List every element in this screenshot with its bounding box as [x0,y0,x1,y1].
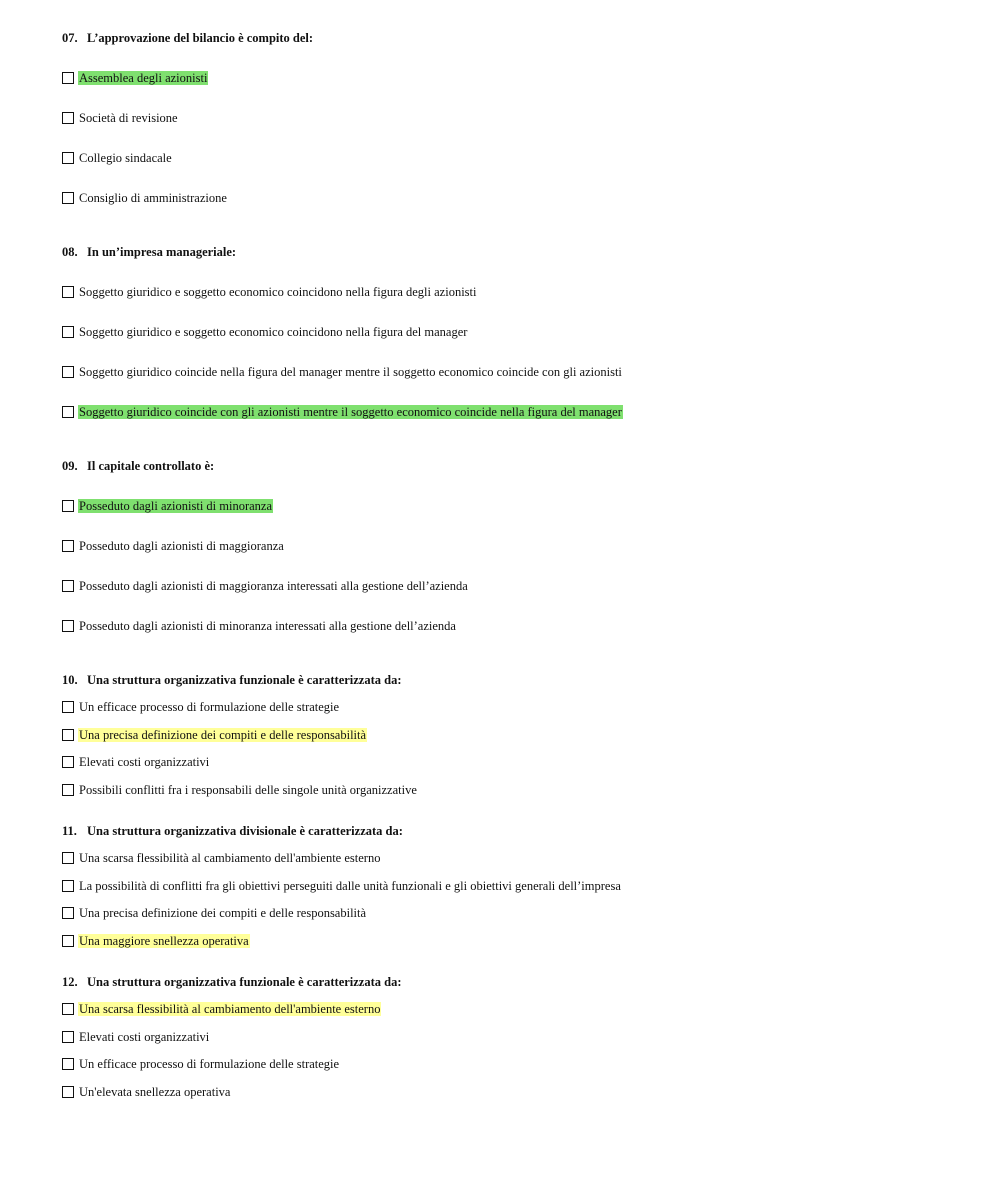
checkbox[interactable] [62,935,74,947]
question-number: 08. [62,245,78,259]
question-11-option-2 [62,878,622,894]
checkbox[interactable] [62,1003,74,1015]
question-number: 12. [62,975,78,989]
question-10-option-2 [62,727,367,743]
question-08-option-3 [62,364,623,380]
question-text: Il capitale controllato è: [87,459,215,473]
question-text: Una struttura organizzativa funzionale è caratterizzata da: [87,975,402,989]
option-text: Soggetto giuridico coincide nella figura del manager mentre il soggetto economico coincide con gli azionisti [79,365,622,379]
question-12-option-2 [62,1029,210,1045]
question-number: 09. [62,459,78,473]
checkbox[interactable] [62,784,74,796]
option-text: Una precisa definizione dei compiti e delle responsabilità [79,906,367,920]
checkbox[interactable] [62,152,74,164]
option-text: Una scarsa flessibilità al cambiamento dell'ambiente esterno [79,1002,381,1016]
question-12-option-3 [62,1056,340,1072]
question-text: Una struttura organizzativa funzionale è caratterizzata da: [87,673,402,687]
option-text: Una precisa definizione dei compiti e delle responsabilità [79,728,367,742]
question-08-option-4 [62,404,623,420]
checkbox[interactable] [62,907,74,919]
checkbox[interactable] [62,500,74,512]
checkbox[interactable] [62,1086,74,1098]
option-text: Collegio sindacale [79,151,172,165]
checkbox[interactable] [62,326,74,338]
checkbox[interactable] [62,192,74,204]
question-08-option-1 [62,284,477,300]
question-11-option-4 [62,933,250,949]
checkbox[interactable] [62,880,74,892]
option-text: Società di revisione [79,111,178,125]
question-number: 07. [62,31,78,45]
option-text: Posseduto dagli azionisti di minoranza [79,499,273,513]
option-text: Una scarsa flessibilità al cambiamento dell'ambiente esterno [79,851,381,865]
checkbox[interactable] [62,72,74,84]
question-07-option-4 [62,190,228,206]
checkbox[interactable] [62,366,74,378]
question-10-option-3 [62,754,210,770]
option-text: Una maggiore snellezza operativa [79,934,249,948]
checkbox[interactable] [62,729,74,741]
option-text: La possibilità di conflitti fra gli obiettivi perseguiti dalle unità funzionali e gli obiettivi generali dell’impresa [79,879,621,893]
checkbox[interactable] [62,756,74,768]
checkbox[interactable] [62,701,74,713]
question-12-option-1 [62,1001,381,1017]
checkbox[interactable] [62,1031,74,1043]
option-text: Un'elevata snellezza operativa [79,1085,231,1099]
question-10-option-4 [62,782,418,798]
checkbox[interactable] [62,112,74,124]
question-text: Una struttura organizzativa divisionale è caratterizzata da: [87,824,403,838]
question-09-option-1 [62,498,273,514]
question-07-option-3 [62,150,173,166]
question-number: 11. [62,824,77,838]
option-text: Soggetto giuridico coincide con gli azionisti mentre il soggetto economico coincide nella figura del manager [79,405,622,419]
option-text: Un efficace processo di formulazione delle strategie [79,700,340,714]
question-07-title [62,31,313,46]
question-12-title [62,975,402,990]
question-07-option-1 [62,70,208,86]
question-08-option-2 [62,324,468,340]
option-text: Elevati costi organizzativi [79,755,210,769]
question-11-title [62,824,403,839]
option-text: Posseduto dagli azionisti di minoranza interessati alla gestione dell’azienda [79,619,456,633]
checkbox[interactable] [62,852,74,864]
checkbox[interactable] [62,620,74,632]
question-10-title [62,673,402,688]
option-text: Soggetto giuridico e soggetto economico coincidono nella figura del manager [79,325,468,339]
question-11-option-1 [62,850,381,866]
question-10-option-1 [62,699,340,715]
question-07-option-2 [62,110,179,126]
checkbox[interactable] [62,1058,74,1070]
question-number: 10. [62,673,78,687]
checkbox[interactable] [62,406,74,418]
question-09-option-2 [62,538,285,554]
checkbox[interactable] [62,540,74,552]
question-12-option-4 [62,1084,231,1100]
checkbox[interactable] [62,286,74,298]
question-09-option-4 [62,618,457,634]
option-text: Un efficace processo di formulazione delle strategie [79,1057,340,1071]
question-08-title [62,245,236,260]
question-11-option-3 [62,905,367,921]
checkbox[interactable] [62,580,74,592]
option-text: Assemblea degli azionisti [79,71,208,85]
question-text: In un’impresa manageriale: [87,245,237,259]
question-09-option-3 [62,578,469,594]
option-text: Consiglio di amministrazione [79,191,227,205]
option-text: Posseduto dagli azionisti di maggioranza [79,539,284,553]
question-text: L’approvazione del bilancio è compito del: [87,31,314,45]
option-text: Elevati costi organizzativi [79,1030,210,1044]
option-text: Posseduto dagli azionisti di maggioranza interessati alla gestione dell’azienda [79,579,468,593]
option-text: Possibili conflitti fra i responsabili delle singole unità organizzative [79,783,417,797]
option-text: Soggetto giuridico e soggetto economico coincidono nella figura degli azionisti [79,285,477,299]
question-09-title [62,459,214,474]
